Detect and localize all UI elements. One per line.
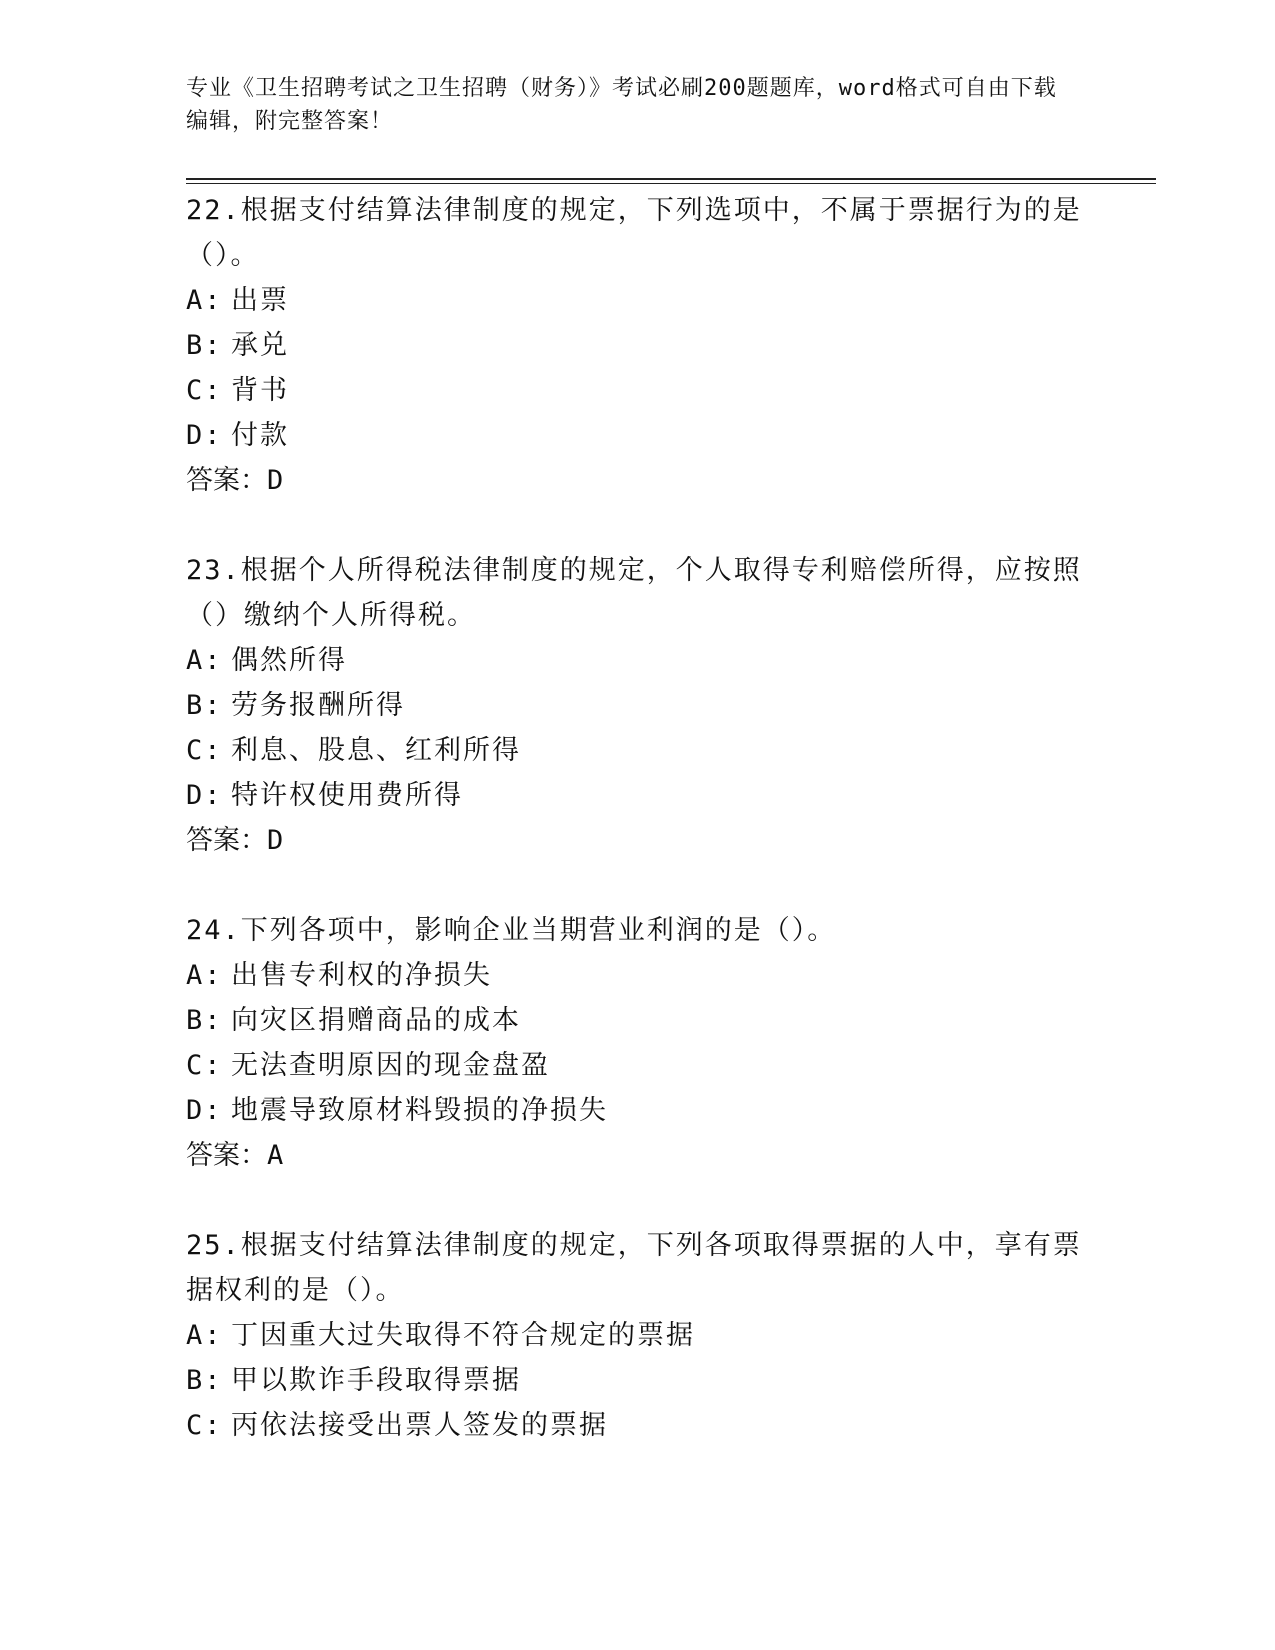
option-letter: D: (186, 420, 223, 451)
question-25 (186, 1223, 1086, 1448)
option-c (186, 1403, 1086, 1448)
option-letter: B: (186, 1005, 223, 1036)
question-stem: 25.根据支付结算法律制度的规定，下列各项取得票据的人中，享有票据权利的是（）。 (186, 1230, 1082, 1306)
option-b (186, 683, 1086, 728)
option-text: 付款 (231, 420, 289, 451)
header-divider-thin (186, 183, 1156, 184)
answer-line (186, 458, 1086, 503)
option-text: 向灾区捐赠商品的成本 (231, 1005, 521, 1036)
option-c (186, 1043, 1086, 1088)
question-stem: 24.下列各项中，影响企业当期营业利润的是（）。 (186, 915, 837, 946)
option-letter: C: (186, 1050, 223, 1081)
option-b (186, 323, 1086, 368)
question-list (186, 188, 1086, 1493)
answer-label: 答案： (186, 825, 267, 856)
option-d (186, 413, 1086, 458)
option-letter: A: (186, 645, 223, 676)
question-23 (186, 548, 1086, 863)
option-b (186, 1358, 1086, 1403)
option-a (186, 638, 1086, 683)
option-a (186, 1313, 1086, 1358)
option-text: 偶然所得 (231, 645, 347, 676)
option-letter: A: (186, 1320, 223, 1351)
option-letter: A: (186, 960, 223, 991)
option-letter: B: (186, 690, 223, 721)
question-stem: 23.根据个人所得税法律制度的规定，个人取得专利赔偿所得，应按照（）缴纳个人所得税。 (186, 555, 1082, 631)
option-letter: D: (186, 780, 223, 811)
document-header: 专业《卫生招聘考试之卫生招聘（财务）》考试必刷200题题库，word格式可自由下载编辑，附完整答案！ (186, 76, 1057, 134)
option-letter: C: (186, 1410, 223, 1441)
option-text: 甲以欺诈手段取得票据 (231, 1365, 521, 1396)
option-text: 丙依法接受出票人签发的票据 (231, 1410, 608, 1441)
answer-value: A (267, 1140, 284, 1171)
option-b (186, 998, 1086, 1043)
option-a (186, 278, 1086, 323)
option-letter: A: (186, 285, 223, 316)
option-a (186, 953, 1086, 998)
option-text: 地震导致原材料毁损的净损失 (231, 1095, 608, 1126)
option-letter: D: (186, 1095, 223, 1126)
option-text: 丁因重大过失取得不符合规定的票据 (231, 1320, 695, 1351)
option-letter: B: (186, 330, 223, 361)
option-text: 劳务报酬所得 (231, 690, 405, 721)
answer-label: 答案： (186, 1140, 267, 1171)
option-text: 出票 (231, 285, 289, 316)
answer-line (186, 818, 1086, 863)
option-text: 特许权使用费所得 (231, 780, 463, 811)
option-text: 出售专利权的净损失 (231, 960, 492, 991)
answer-line (186, 1133, 1086, 1178)
answer-value: D (267, 465, 284, 496)
option-c (186, 368, 1086, 413)
option-letter: B: (186, 1365, 223, 1396)
option-text: 利息、股息、红利所得 (231, 735, 521, 766)
option-d (186, 1088, 1086, 1133)
option-text: 无法查明原因的现金盘盈 (231, 1050, 550, 1081)
option-text: 背书 (231, 375, 289, 406)
question-22 (186, 188, 1086, 503)
option-text: 承兑 (231, 330, 289, 361)
header-divider-thick (186, 178, 1156, 180)
question-stem: 22.根据支付结算法律制度的规定，下列选项中，不属于票据行为的是（）。 (186, 195, 1082, 271)
answer-label: 答案： (186, 465, 267, 496)
question-24 (186, 908, 1086, 1178)
option-d (186, 773, 1086, 818)
option-letter: C: (186, 735, 223, 766)
answer-value: D (267, 825, 284, 856)
option-c (186, 728, 1086, 773)
option-letter: C: (186, 375, 223, 406)
